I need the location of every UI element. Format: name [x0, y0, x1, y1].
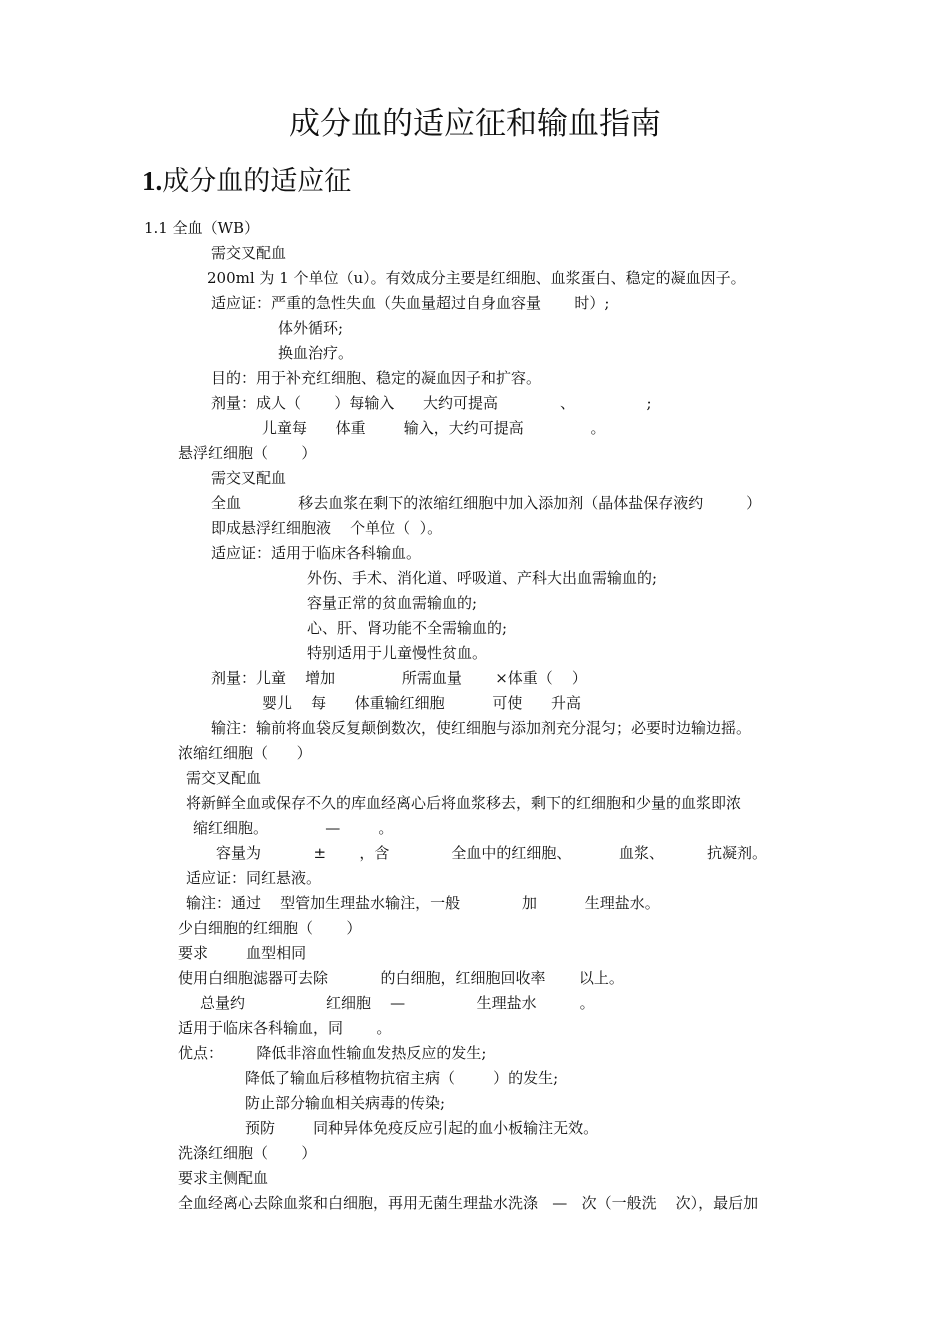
text-line: 输注：输前将血袋反复颠倒数次，使红细胞与添加剂充分混匀；必要时边输边摇。	[211, 719, 752, 737]
text-line: 优点： 降低非溶血性输血发热反应的发生;	[178, 1044, 487, 1062]
text-line: 容量为 ± ，含 全血中的红细胞、 血浆、 抗凝剂。	[216, 844, 767, 862]
text-line: 婴儿 每 体重输红细胞 可使 升高	[262, 694, 581, 712]
text-line: 需交叉配血	[211, 469, 287, 487]
text-line: 全血经离心去除血浆和白细胞，再用无菌生理盐水洗涤 — 次（一般洗 次），最后加	[178, 1194, 759, 1212]
subsection-heading: 1.1 全血（WB）	[144, 219, 260, 237]
text-line: 适应证：严重的急性失血（失血量超过自身血容量 时）;	[211, 294, 610, 312]
section-heading	[142, 162, 351, 201]
text-line: 体外循环;	[278, 319, 344, 337]
subsection-heading: 悬浮红细胞（ ）	[178, 444, 317, 462]
text-line: 输注：通过 型管加生理盐水输注，一般 加 生理盐水。	[186, 894, 660, 912]
text-line: 适用于临床各科输血，同 。	[178, 1019, 392, 1037]
text-line: 总量约 红细胞 — 生理盐水 。	[200, 994, 595, 1012]
text-line: 外伤、手术、消化道、呼吸道、产科大出血需输血的;	[307, 569, 658, 587]
text-line: 适应证：同红悬液。	[186, 869, 322, 887]
text-line: 200ml 为 1 个单位（u）。有效成分主要是红细胞、血浆蛋白、稳定的凝血因子。	[207, 269, 746, 287]
text-line: 心、肝、肾功能不全需输血的;	[307, 619, 508, 637]
text-line: 剂量：成人（ ）每输入 大约可提高 、 ;	[211, 394, 652, 412]
text-line: 将新鲜全血或保存不久的库血经离心后将血浆移去，剩下的红细胞和少量的血浆即浓	[186, 794, 742, 812]
text-line: 即成悬浮红细胞液 个单位（ ）。	[211, 519, 443, 537]
text-line: 降低了输血后移植物抗宿主病（ ）的发生;	[245, 1069, 559, 1087]
text-line: 需交叉配血	[186, 769, 262, 787]
text-line: 防止部分输血相关病毒的传染;	[245, 1094, 446, 1112]
text-line: 预防 同种异体免疫反应引起的血小板输注无效。	[245, 1119, 599, 1137]
section-number: 1.	[142, 166, 163, 196]
text-line: 目的：用于补充红细胞、稳定的凝血因子和扩容。	[211, 369, 542, 387]
text-line: 缩红细胞。 — 。	[193, 819, 394, 837]
text-line: 换血治疗。	[278, 344, 354, 362]
text-line: 需交叉配血	[211, 244, 287, 262]
subsection-heading: 浓缩红细胞（ ）	[178, 744, 312, 762]
text-line: 使用白细胞滤器可去除 的白细胞，红细胞回收率 以上。	[178, 969, 624, 987]
text-line: 要求 血型相同	[178, 944, 307, 962]
section-heading-text: 成分血的适应征	[162, 166, 352, 197]
text-line: 全血 移去血浆在剩下的浓缩红细胞中加入添加剂（晶体盐保存液约 ）	[211, 494, 762, 512]
text-line: 特别适用于儿童慢性贫血。	[307, 644, 488, 662]
document-title: 成分血的适应征和输血指南	[289, 106, 661, 142]
text-line: 儿童每 体重 输入，大约可提高 。	[262, 419, 606, 437]
text-line: 适应证：适用于临床各科输血。	[211, 544, 422, 562]
subsection-heading: 少白细胞的红细胞（ ）	[178, 919, 362, 937]
text-line: 要求主侧配血	[178, 1169, 269, 1187]
text-line: 剂量：儿童 增加 所需血量 ×体重（ ）	[211, 669, 587, 687]
subsection-heading: 洗涤红细胞（ ）	[178, 1144, 317, 1162]
text-line: 容量正常的贫血需输血的;	[307, 594, 478, 612]
